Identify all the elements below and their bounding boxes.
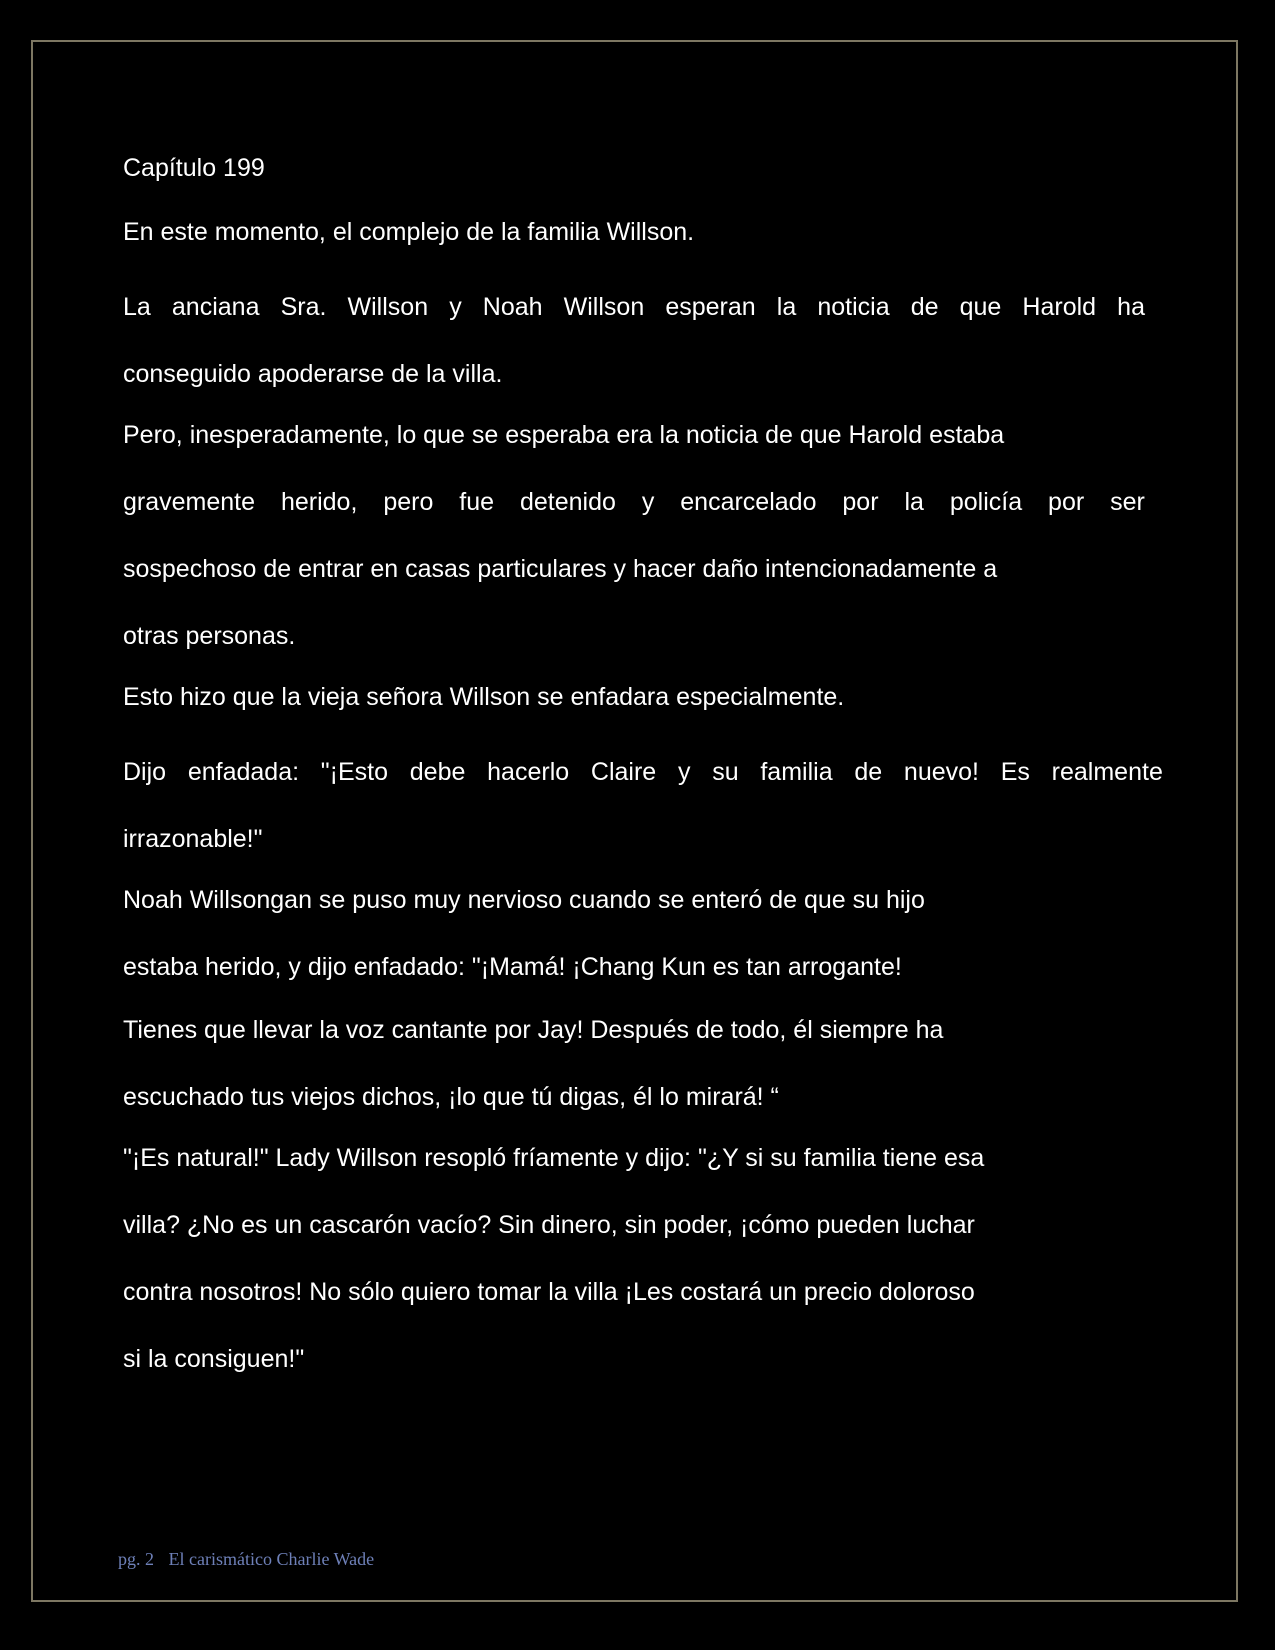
word: ha <box>1117 293 1145 321</box>
paragraph-line: En este momento, el complejo de la familia Willson. <box>123 218 695 246</box>
paragraph-line: contra nosotros! No sólo quiero tomar la villa ¡Les costará un precio doloroso <box>123 1278 975 1306</box>
paragraph-line: irrazonable!" <box>123 825 263 853</box>
word: La <box>123 293 151 321</box>
page-footer <box>118 1549 384 1570</box>
word: Willson <box>563 293 645 321</box>
paragraph-6 <box>123 867 1163 1131</box>
word: de <box>854 758 883 786</box>
paragraph-line: Esto hizo que la vieja señora Willson se enfadara especialmente. <box>123 683 845 711</box>
word: Noah <box>482 293 543 321</box>
paragraph-7 <box>123 1125 1163 1393</box>
word: realmente <box>1051 758 1163 786</box>
word: de <box>910 293 939 321</box>
paragraph-4 <box>123 677 1163 717</box>
word: Harold <box>1022 293 1097 321</box>
paragraph-3 <box>123 402 1163 670</box>
paragraph-line: Pero, inesperadamente, lo que se esperaba era la noticia de que Harold estaba <box>123 421 1005 449</box>
paragraph-line: si la consiguen!" <box>123 1345 305 1373</box>
word: fue <box>459 488 495 516</box>
paragraph-line: Tienes que llevar la voz cantante por Jay! Después de todo, él siempre ha <box>123 1016 944 1044</box>
word: herido, <box>280 488 358 516</box>
word: gravemente <box>123 488 256 516</box>
word: Sra. <box>280 293 327 321</box>
paragraph-1 <box>123 212 1163 252</box>
word: noticia <box>817 293 890 321</box>
paragraph-2 <box>123 274 1163 408</box>
paragraph-line: estaba herido, y dijo enfadado: "¡Mamá! ¡Chang Kun es tan arrogante! <box>123 953 902 981</box>
word: policía <box>949 488 1023 516</box>
document-body <box>123 148 1163 1400</box>
word: la <box>904 488 924 516</box>
book-title: El carismático Charlie Wade <box>168 1549 375 1569</box>
word: la <box>776 293 797 321</box>
word: que <box>959 293 1002 321</box>
word: anciana <box>171 293 260 321</box>
page-number: pg. 2 <box>118 1549 154 1569</box>
paragraph-line: conseguido apoderarse de la villa. <box>123 360 503 388</box>
word: pero <box>383 488 434 516</box>
word: "¡Esto <box>320 758 389 786</box>
word: debe <box>409 758 466 786</box>
word: y <box>641 488 655 516</box>
word: por <box>842 488 879 516</box>
word: Claire <box>590 758 657 786</box>
paragraph-line <box>123 274 1145 341</box>
paragraph-line: escuchado tus viejos dichos, ¡lo que tú digas, él lo mirará! “ <box>123 1083 779 1111</box>
word: detenido <box>519 488 616 516</box>
word: por <box>1048 488 1085 516</box>
paragraph-line: sospechoso de entrar en casas particulares y hacer daño intencionadamente a <box>123 555 998 583</box>
word: esperan <box>665 293 756 321</box>
word: Dijo <box>123 758 167 786</box>
paragraph-line <box>123 469 1145 536</box>
word: enfadada: <box>187 758 300 786</box>
paragraph-line: "¡Es natural!" Lady Willson resopló fríamente y dijo: "¿Y si su familia tiene esa <box>123 1144 985 1172</box>
paragraph-line <box>123 739 1163 806</box>
word: ser <box>1110 488 1145 516</box>
word: Es <box>1000 758 1030 786</box>
word: su <box>712 758 739 786</box>
word: hacerlo <box>487 758 570 786</box>
word: y <box>449 293 462 321</box>
word: encarcelado <box>680 488 817 516</box>
word: nuevo! <box>903 758 979 786</box>
paragraph-line: Noah Willsongan se puso muy nervioso cuando se enteró de que su hijo <box>123 886 925 914</box>
word: familia <box>760 758 833 786</box>
word: y <box>677 758 691 786</box>
chapter-title: Capítulo 199 <box>123 154 265 182</box>
paragraph-line: villa? ¿No es un cascarón vacío? Sin dinero, sin poder, ¡cómo pueden luchar <box>123 1211 975 1239</box>
paragraph-line: otras personas. <box>123 622 296 650</box>
word: Willson <box>347 293 429 321</box>
paragraph-5 <box>123 739 1163 873</box>
